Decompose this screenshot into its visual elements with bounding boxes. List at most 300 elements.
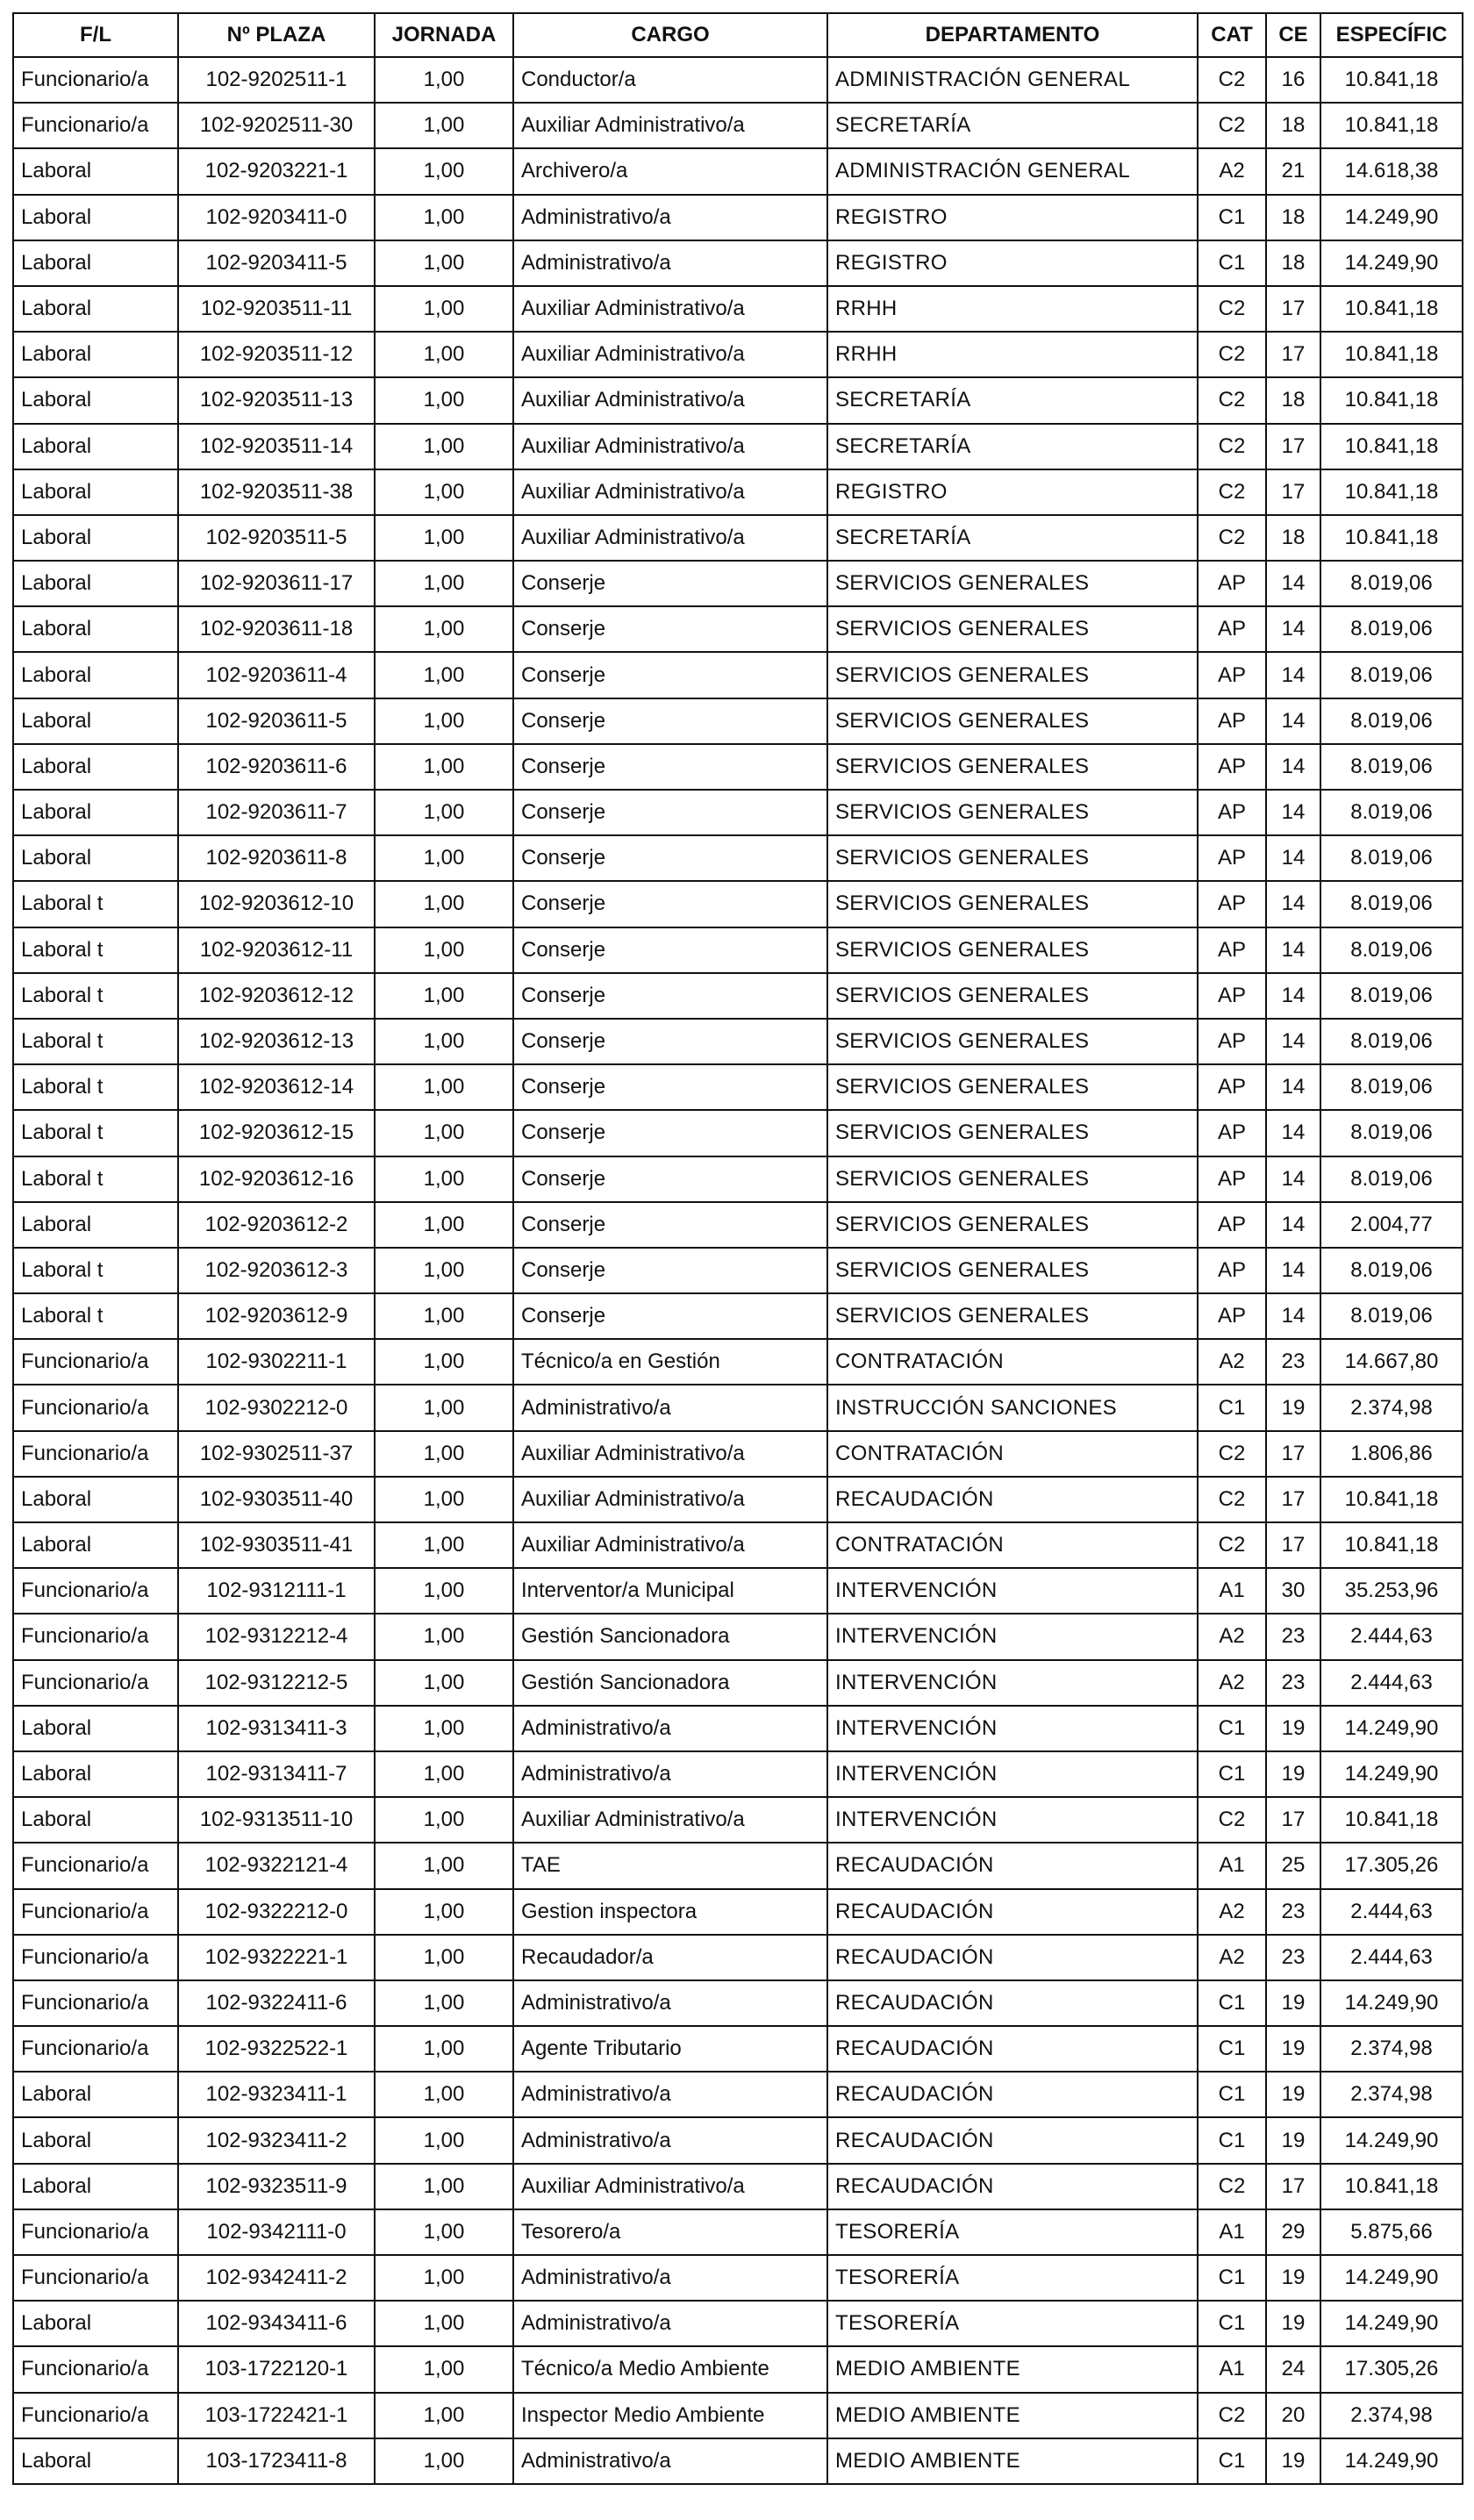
cell-cargo: Conserje — [513, 652, 827, 698]
cell-cat: AP — [1198, 1110, 1266, 1156]
cell-departamento: RECAUDACIÓN — [827, 1935, 1198, 1980]
table-row — [13, 1751, 1463, 1797]
cell-cargo: Auxiliar Administrativo/a — [513, 103, 827, 148]
cell-especifico: 10.841,18 — [1320, 1522, 1463, 1568]
cell-especifico: 14.249,90 — [1320, 2301, 1463, 2346]
table-row — [13, 2301, 1463, 2346]
cell-ce: 19 — [1266, 2438, 1320, 2484]
table-row — [13, 1797, 1463, 1843]
cell-jornada: 1,00 — [375, 1889, 513, 1935]
cell-ce: 17 — [1266, 286, 1320, 332]
cell-cat: AP — [1198, 1293, 1266, 1339]
cell-cargo: TAE — [513, 1843, 827, 1888]
cell-jornada: 1,00 — [375, 1431, 513, 1477]
cell-cat: C1 — [1198, 195, 1266, 240]
cell-fl: Laboral — [13, 332, 178, 377]
cell-ce: 14 — [1266, 790, 1320, 835]
cell-cargo: Auxiliar Administrativo/a — [513, 1431, 827, 1477]
cell-fl: Laboral — [13, 240, 178, 286]
cell-especifico: 8.019,06 — [1320, 1064, 1463, 1110]
table-row — [13, 2255, 1463, 2301]
cell-plaza: 102-9203611-4 — [178, 652, 375, 698]
table-row — [13, 103, 1463, 148]
cell-cargo: Conserje — [513, 1064, 827, 1110]
cell-fl: Funcionario/a — [13, 1980, 178, 2026]
cell-plaza: 103-1722421-1 — [178, 2393, 375, 2438]
cell-ce: 18 — [1266, 240, 1320, 286]
cell-fl: Funcionario/a — [13, 1889, 178, 1935]
header-plaza: Nº PLAZA — [178, 13, 375, 57]
cell-departamento: INTERVENCIÓN — [827, 1706, 1198, 1751]
header-fl: F/L — [13, 13, 178, 57]
cell-cat: AP — [1198, 1019, 1266, 1064]
cell-cat: AP — [1198, 698, 1266, 744]
cell-cargo: Conserje — [513, 973, 827, 1019]
cell-departamento: SERVICIOS GENERALES — [827, 881, 1198, 927]
header-row — [13, 13, 1463, 57]
table-row — [13, 973, 1463, 1019]
cell-cat: AP — [1198, 835, 1266, 881]
cell-ce: 19 — [1266, 2117, 1320, 2163]
cell-cat: AP — [1198, 652, 1266, 698]
cell-fl: Laboral — [13, 2117, 178, 2163]
cell-jornada: 1,00 — [375, 195, 513, 240]
cell-departamento: RECAUDACIÓN — [827, 2164, 1198, 2209]
cell-departamento: ADMINISTRACIÓN GENERAL — [827, 148, 1198, 194]
cell-plaza: 102-9203511-12 — [178, 332, 375, 377]
cell-ce: 19 — [1266, 1980, 1320, 2026]
cell-departamento: MEDIO AMBIENTE — [827, 2438, 1198, 2484]
cell-cargo: Administrativo/a — [513, 1980, 827, 2026]
table-header — [13, 13, 1463, 57]
cell-jornada: 1,00 — [375, 2255, 513, 2301]
cell-cat: C2 — [1198, 332, 1266, 377]
cell-fl: Laboral t — [13, 1019, 178, 1064]
cell-cargo: Conserje — [513, 835, 827, 881]
cell-fl: Funcionario/a — [13, 1614, 178, 1659]
table-row — [13, 1202, 1463, 1248]
cell-jornada: 1,00 — [375, 2117, 513, 2163]
cell-plaza: 102-9203511-11 — [178, 286, 375, 332]
cell-plaza: 102-9203612-14 — [178, 1064, 375, 1110]
cell-especifico: 35.253,96 — [1320, 1568, 1463, 1614]
cell-ce: 18 — [1266, 377, 1320, 423]
cell-departamento: SECRETARÍA — [827, 103, 1198, 148]
header-especifico: ESPECÍFIC — [1320, 13, 1463, 57]
cell-fl: Laboral — [13, 2072, 178, 2117]
cell-especifico: 8.019,06 — [1320, 790, 1463, 835]
cell-jornada: 1,00 — [375, 377, 513, 423]
cell-departamento: ADMINISTRACIÓN GENERAL — [827, 57, 1198, 103]
header-cargo: CARGO — [513, 13, 827, 57]
cell-jornada: 1,00 — [375, 606, 513, 652]
table-row — [13, 1248, 1463, 1293]
cell-jornada: 1,00 — [375, 1339, 513, 1385]
cell-jornada: 1,00 — [375, 1843, 513, 1888]
cell-cat: C2 — [1198, 57, 1266, 103]
cell-especifico: 2.374,98 — [1320, 2393, 1463, 2438]
cell-plaza: 102-9203612-10 — [178, 881, 375, 927]
cell-fl: Laboral — [13, 469, 178, 515]
cell-fl: Laboral — [13, 377, 178, 423]
cell-cat: AP — [1198, 1064, 1266, 1110]
cell-cargo: Técnico/a Medio Ambiente — [513, 2346, 827, 2392]
cell-jornada: 1,00 — [375, 1110, 513, 1156]
cell-departamento: RECAUDACIÓN — [827, 1889, 1198, 1935]
cell-departamento: TESORERÍA — [827, 2209, 1198, 2255]
cell-cargo: Gestión Sancionadora — [513, 1614, 827, 1659]
cell-jornada: 1,00 — [375, 148, 513, 194]
cell-departamento: SECRETARÍA — [827, 424, 1198, 469]
cell-especifico: 1.806,86 — [1320, 1431, 1463, 1477]
cell-fl: Laboral — [13, 195, 178, 240]
cell-cargo: Agente Tributario — [513, 2026, 827, 2072]
cell-especifico: 8.019,06 — [1320, 973, 1463, 1019]
cell-plaza: 102-9312111-1 — [178, 1568, 375, 1614]
table-row — [13, 561, 1463, 606]
cell-plaza: 102-9203511-5 — [178, 515, 375, 561]
cell-fl: Laboral t — [13, 1156, 178, 1202]
cell-fl: Laboral t — [13, 1248, 178, 1293]
cell-especifico: 2.444,63 — [1320, 1889, 1463, 1935]
cell-cat: A2 — [1198, 1339, 1266, 1385]
cell-fl: Laboral — [13, 561, 178, 606]
table-row — [13, 1019, 1463, 1064]
cell-cargo: Auxiliar Administrativo/a — [513, 332, 827, 377]
cell-fl: Laboral — [13, 698, 178, 744]
cell-especifico: 2.374,98 — [1320, 2026, 1463, 2072]
cell-jornada: 1,00 — [375, 1248, 513, 1293]
table-row — [13, 1843, 1463, 1888]
cell-especifico: 10.841,18 — [1320, 332, 1463, 377]
cell-cargo: Administrativo/a — [513, 2255, 827, 2301]
cell-ce: 17 — [1266, 1522, 1320, 1568]
cell-especifico: 8.019,06 — [1320, 744, 1463, 790]
table-row — [13, 1980, 1463, 2026]
cell-departamento: RECAUDACIÓN — [827, 1843, 1198, 1888]
table-row — [13, 2209, 1463, 2255]
cell-plaza: 102-9343411-6 — [178, 2301, 375, 2346]
cell-departamento: TESORERÍA — [827, 2301, 1198, 2346]
header-jornada: JORNADA — [375, 13, 513, 57]
cell-plaza: 102-9203511-13 — [178, 377, 375, 423]
cell-jornada: 1,00 — [375, 1660, 513, 1706]
cell-fl: Laboral — [13, 1202, 178, 1248]
cell-fl: Laboral t — [13, 1110, 178, 1156]
cell-plaza: 102-9322212-0 — [178, 1889, 375, 1935]
cell-cargo: Conserje — [513, 1110, 827, 1156]
table-row — [13, 1706, 1463, 1751]
table-row — [13, 790, 1463, 835]
cell-ce: 14 — [1266, 1202, 1320, 1248]
cell-cargo: Archivero/a — [513, 148, 827, 194]
cell-ce: 23 — [1266, 1339, 1320, 1385]
staff-positions-table-container — [12, 12, 1462, 2485]
cell-fl: Laboral — [13, 148, 178, 194]
cell-departamento: REGISTRO — [827, 469, 1198, 515]
cell-departamento: SECRETARÍA — [827, 377, 1198, 423]
cell-cargo: Administrativo/a — [513, 2117, 827, 2163]
cell-departamento: INTERVENCIÓN — [827, 1568, 1198, 1614]
cell-jornada: 1,00 — [375, 973, 513, 1019]
cell-cat: C1 — [1198, 2301, 1266, 2346]
cell-departamento: CONTRATACIÓN — [827, 1522, 1198, 1568]
cell-plaza: 102-9313411-7 — [178, 1751, 375, 1797]
cell-cargo: Administrativo/a — [513, 1751, 827, 1797]
cell-cargo: Administrativo/a — [513, 2301, 827, 2346]
cell-cat: C1 — [1198, 1751, 1266, 1797]
cell-especifico: 10.841,18 — [1320, 1477, 1463, 1522]
cell-cat: A2 — [1198, 1889, 1266, 1935]
cell-cargo: Administrativo/a — [513, 2072, 827, 2117]
cell-fl: Funcionario/a — [13, 1339, 178, 1385]
table-row — [13, 2393, 1463, 2438]
table-row — [13, 469, 1463, 515]
cell-jornada: 1,00 — [375, 1293, 513, 1339]
cell-jornada: 1,00 — [375, 2301, 513, 2346]
cell-plaza: 102-9303511-40 — [178, 1477, 375, 1522]
table-row — [13, 698, 1463, 744]
cell-departamento: SERVICIOS GENERALES — [827, 927, 1198, 973]
cell-departamento: MEDIO AMBIENTE — [827, 2393, 1198, 2438]
cell-cargo: Auxiliar Administrativo/a — [513, 469, 827, 515]
cell-cargo: Conserje — [513, 1019, 827, 1064]
cell-fl: Laboral — [13, 606, 178, 652]
table-row — [13, 1889, 1463, 1935]
cell-ce: 14 — [1266, 1248, 1320, 1293]
cell-cat: C1 — [1198, 2117, 1266, 2163]
table-row — [13, 515, 1463, 561]
cell-ce: 14 — [1266, 561, 1320, 606]
cell-plaza: 102-9203611-6 — [178, 744, 375, 790]
cell-jornada: 1,00 — [375, 927, 513, 973]
cell-ce: 23 — [1266, 1889, 1320, 1935]
cell-plaza: 102-9323511-9 — [178, 2164, 375, 2209]
cell-cat: AP — [1198, 744, 1266, 790]
table-row — [13, 1614, 1463, 1659]
cell-plaza: 102-9203612-15 — [178, 1110, 375, 1156]
cell-ce: 17 — [1266, 332, 1320, 377]
table-row — [13, 2072, 1463, 2117]
cell-jornada: 1,00 — [375, 1202, 513, 1248]
cell-jornada: 1,00 — [375, 103, 513, 148]
cell-cat: A2 — [1198, 148, 1266, 194]
table-row — [13, 1568, 1463, 1614]
cell-plaza: 102-9203611-17 — [178, 561, 375, 606]
table-row — [13, 2438, 1463, 2484]
cell-cat: AP — [1198, 790, 1266, 835]
cell-plaza: 102-9302511-37 — [178, 1431, 375, 1477]
cell-cargo: Conserje — [513, 1248, 827, 1293]
cell-cat: AP — [1198, 561, 1266, 606]
cell-jornada: 1,00 — [375, 2072, 513, 2117]
cell-especifico: 10.841,18 — [1320, 1797, 1463, 1843]
cell-especifico: 8.019,06 — [1320, 835, 1463, 881]
cell-plaza: 102-9322411-6 — [178, 1980, 375, 2026]
cell-departamento: RECAUDACIÓN — [827, 1477, 1198, 1522]
cell-ce: 20 — [1266, 2393, 1320, 2438]
cell-cargo: Conductor/a — [513, 57, 827, 103]
cell-especifico: 14.249,90 — [1320, 2255, 1463, 2301]
cell-plaza: 102-9342411-2 — [178, 2255, 375, 2301]
cell-departamento: SERVICIOS GENERALES — [827, 698, 1198, 744]
cell-cargo: Auxiliar Administrativo/a — [513, 377, 827, 423]
cell-cargo: Conserje — [513, 1156, 827, 1202]
cell-ce: 17 — [1266, 1797, 1320, 1843]
cell-cat: AP — [1198, 1202, 1266, 1248]
cell-fl: Laboral — [13, 744, 178, 790]
cell-especifico: 8.019,06 — [1320, 1293, 1463, 1339]
table-row — [13, 1935, 1463, 1980]
cell-fl: Funcionario/a — [13, 57, 178, 103]
cell-jornada: 1,00 — [375, 1614, 513, 1659]
cell-especifico: 10.841,18 — [1320, 103, 1463, 148]
cell-cargo: Conserje — [513, 561, 827, 606]
cell-cargo: Gestion inspectora — [513, 1889, 827, 1935]
cell-jornada: 1,00 — [375, 424, 513, 469]
cell-fl: Funcionario/a — [13, 2209, 178, 2255]
cell-cat: A1 — [1198, 2346, 1266, 2392]
cell-cat: A1 — [1198, 1843, 1266, 1888]
cell-departamento: SERVICIOS GENERALES — [827, 1248, 1198, 1293]
cell-cargo: Conserje — [513, 606, 827, 652]
cell-jornada: 1,00 — [375, 835, 513, 881]
table-row — [13, 2026, 1463, 2072]
cell-cat: AP — [1198, 606, 1266, 652]
cell-cargo: Recaudador/a — [513, 1935, 827, 1980]
cell-fl: Funcionario/a — [13, 1385, 178, 1430]
cell-cargo: Conserje — [513, 698, 827, 744]
cell-ce: 30 — [1266, 1568, 1320, 1614]
cell-departamento: RECAUDACIÓN — [827, 2117, 1198, 2163]
cell-departamento: SERVICIOS GENERALES — [827, 606, 1198, 652]
cell-cargo: Auxiliar Administrativo/a — [513, 424, 827, 469]
cell-cat: AP — [1198, 973, 1266, 1019]
cell-plaza: 102-9203611-18 — [178, 606, 375, 652]
cell-cargo: Auxiliar Administrativo/a — [513, 286, 827, 332]
cell-departamento: TESORERÍA — [827, 2255, 1198, 2301]
cell-ce: 17 — [1266, 424, 1320, 469]
cell-ce: 14 — [1266, 652, 1320, 698]
cell-especifico: 8.019,06 — [1320, 927, 1463, 973]
cell-cat: A2 — [1198, 1660, 1266, 1706]
cell-especifico: 10.841,18 — [1320, 286, 1463, 332]
cell-cat: AP — [1198, 881, 1266, 927]
cell-departamento: SERVICIOS GENERALES — [827, 1156, 1198, 1202]
cell-ce: 14 — [1266, 1293, 1320, 1339]
cell-especifico: 10.841,18 — [1320, 424, 1463, 469]
cell-especifico: 8.019,06 — [1320, 652, 1463, 698]
cell-cargo: Auxiliar Administrativo/a — [513, 1797, 827, 1843]
cell-plaza: 102-9202511-1 — [178, 57, 375, 103]
cell-cat: C2 — [1198, 515, 1266, 561]
cell-jornada: 1,00 — [375, 2346, 513, 2392]
cell-jornada: 1,00 — [375, 1568, 513, 1614]
header-cat: CAT — [1198, 13, 1266, 57]
cell-departamento: REGISTRO — [827, 195, 1198, 240]
cell-fl: Laboral t — [13, 973, 178, 1019]
cell-departamento: SERVICIOS GENERALES — [827, 1110, 1198, 1156]
cell-ce: 23 — [1266, 1935, 1320, 1980]
cell-jornada: 1,00 — [375, 469, 513, 515]
cell-ce: 19 — [1266, 1385, 1320, 1430]
cell-cat: A1 — [1198, 2209, 1266, 2255]
cell-jornada: 1,00 — [375, 57, 513, 103]
cell-plaza: 102-9203612-9 — [178, 1293, 375, 1339]
cell-ce: 17 — [1266, 469, 1320, 515]
cell-ce: 14 — [1266, 1110, 1320, 1156]
table-row — [13, 652, 1463, 698]
cell-plaza: 102-9322522-1 — [178, 2026, 375, 2072]
cell-departamento: SECRETARÍA — [827, 515, 1198, 561]
cell-cat: C2 — [1198, 286, 1266, 332]
cell-especifico: 2.004,77 — [1320, 1202, 1463, 1248]
cell-plaza: 102-9203411-5 — [178, 240, 375, 286]
table-row — [13, 195, 1463, 240]
cell-jornada: 1,00 — [375, 2026, 513, 2072]
cell-fl: Funcionario/a — [13, 2393, 178, 2438]
cell-ce: 19 — [1266, 1706, 1320, 1751]
cell-fl: Funcionario/a — [13, 103, 178, 148]
cell-especifico: 8.019,06 — [1320, 561, 1463, 606]
cell-ce: 23 — [1266, 1660, 1320, 1706]
cell-fl: Laboral — [13, 2164, 178, 2209]
cell-ce: 14 — [1266, 744, 1320, 790]
table-row — [13, 606, 1463, 652]
cell-cargo: Gestión Sancionadora — [513, 1660, 827, 1706]
staff-positions-table — [12, 12, 1463, 2485]
cell-plaza: 102-9203511-38 — [178, 469, 375, 515]
cell-departamento: SERVICIOS GENERALES — [827, 790, 1198, 835]
cell-plaza: 102-9322221-1 — [178, 1935, 375, 1980]
table-row — [13, 744, 1463, 790]
cell-ce: 18 — [1266, 103, 1320, 148]
cell-cat: C2 — [1198, 1522, 1266, 1568]
table-row — [13, 286, 1463, 332]
cell-fl: Funcionario/a — [13, 1660, 178, 1706]
cell-cargo: Administrativo/a — [513, 1385, 827, 1430]
cell-especifico: 14.249,90 — [1320, 2438, 1463, 2484]
cell-cargo: Conserje — [513, 1293, 827, 1339]
cell-fl: Laboral — [13, 2301, 178, 2346]
cell-fl: Laboral t — [13, 1064, 178, 1110]
cell-fl: Laboral t — [13, 1293, 178, 1339]
cell-fl: Laboral t — [13, 927, 178, 973]
cell-ce: 29 — [1266, 2209, 1320, 2255]
cell-ce: 14 — [1266, 881, 1320, 927]
cell-especifico: 14.618,38 — [1320, 148, 1463, 194]
cell-ce: 14 — [1266, 1064, 1320, 1110]
cell-ce: 24 — [1266, 2346, 1320, 2392]
cell-plaza: 102-9203612-2 — [178, 1202, 375, 1248]
table-row — [13, 240, 1463, 286]
cell-jornada: 1,00 — [375, 1019, 513, 1064]
cell-departamento: RRHH — [827, 332, 1198, 377]
table-row — [13, 424, 1463, 469]
cell-departamento: REGISTRO — [827, 240, 1198, 286]
cell-fl: Laboral — [13, 286, 178, 332]
cell-fl: Laboral — [13, 1522, 178, 1568]
cell-ce: 14 — [1266, 835, 1320, 881]
cell-jornada: 1,00 — [375, 1477, 513, 1522]
cell-especifico: 14.667,80 — [1320, 1339, 1463, 1385]
cell-fl: Laboral — [13, 835, 178, 881]
cell-cat: A1 — [1198, 1568, 1266, 1614]
cell-cargo: Administrativo/a — [513, 240, 827, 286]
cell-departamento: CONTRATACIÓN — [827, 1339, 1198, 1385]
cell-especifico: 17.305,26 — [1320, 1843, 1463, 1888]
cell-departamento: SERVICIOS GENERALES — [827, 1293, 1198, 1339]
